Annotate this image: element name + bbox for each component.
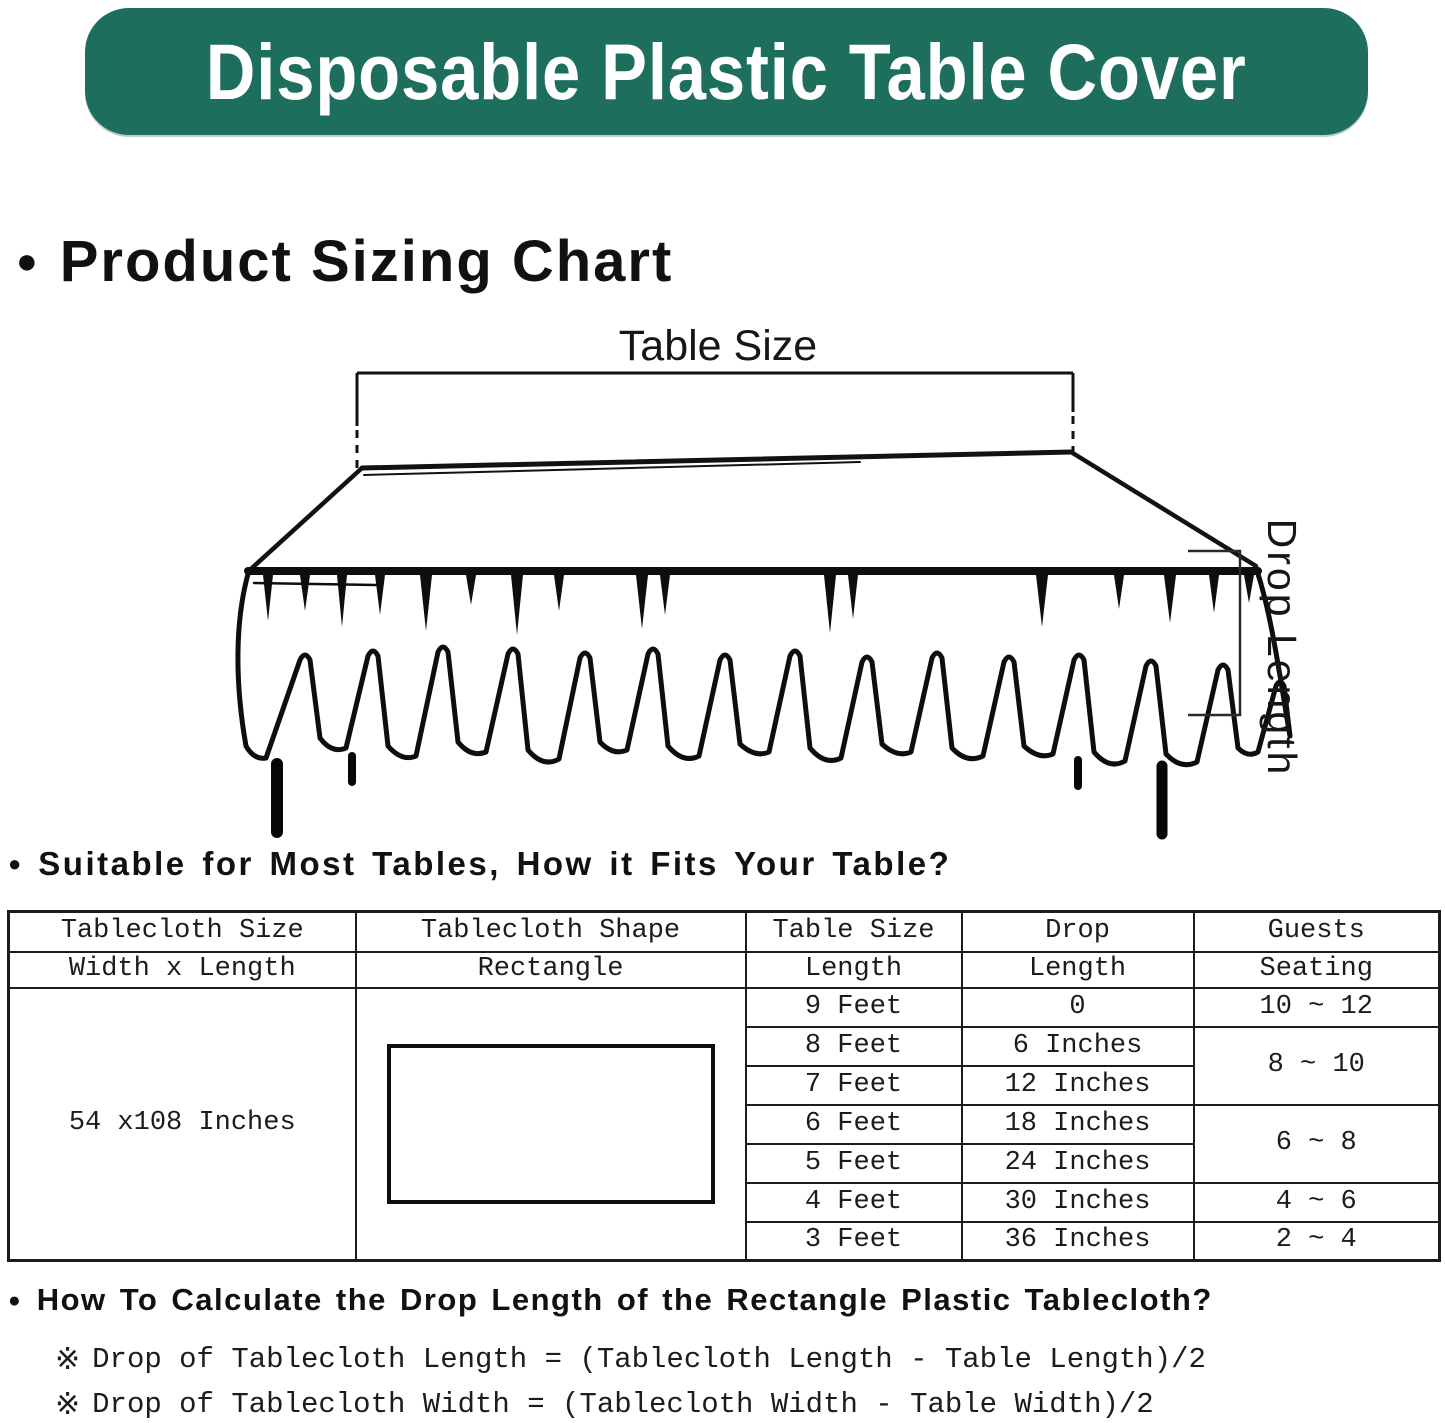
tablecloth-size-cell: 54 x108 Inches bbox=[9, 988, 356, 1261]
bullet-icon: ● bbox=[8, 851, 22, 876]
bullet-icon: ● bbox=[8, 1288, 21, 1312]
drop-cell: 18 Inches bbox=[962, 1105, 1194, 1144]
table-cover-diagram bbox=[0, 318, 1445, 840]
table-size-label: Table Size bbox=[618, 322, 818, 370]
header-drop-length: Length bbox=[962, 952, 1194, 988]
table-header-row-2 bbox=[9, 952, 1440, 988]
sizing-chart-title: Product Sizing Chart bbox=[59, 228, 674, 294]
header-rectangle: Rectangle bbox=[356, 952, 746, 988]
table-legs bbox=[277, 756, 1162, 834]
rectangle-shape-icon bbox=[387, 1044, 715, 1204]
table-size-cell: 8 Feet bbox=[746, 1027, 962, 1066]
table-size-cell: 9 Feet bbox=[746, 988, 962, 1027]
calculate-title: How To Calculate the Drop Length of the Rectangle Plastic Tablecloth? bbox=[36, 1282, 1213, 1317]
header-drop: Drop bbox=[962, 912, 1194, 952]
drop-cell: 30 Inches bbox=[962, 1183, 1194, 1222]
table-size-cell: 4 Feet bbox=[746, 1183, 962, 1222]
header-width-x-length: Width x Length bbox=[9, 952, 356, 988]
table-row bbox=[9, 988, 1440, 1027]
formula-text: Drop of Tablecloth Length = (Tablecloth Length - Table Length)/2 bbox=[92, 1342, 1206, 1376]
sizing-table bbox=[7, 910, 1441, 1262]
drop-length-formula bbox=[55, 1337, 1206, 1381]
table-size-cell: 6 Feet bbox=[746, 1105, 962, 1144]
section-heading-sizing-chart bbox=[16, 225, 673, 297]
table-header-row-1 bbox=[9, 912, 1440, 952]
bullet-icon: ● bbox=[16, 240, 38, 281]
drop-length-label: Drop Length bbox=[1259, 518, 1305, 778]
tablecloth-shape-cell bbox=[356, 988, 746, 1261]
section-heading-calculate bbox=[8, 1278, 1213, 1322]
drop-cell: 24 Inches bbox=[962, 1144, 1194, 1183]
pleat-notches bbox=[263, 575, 1254, 635]
guests-cell: 10 ~ 12 bbox=[1194, 988, 1440, 1027]
guests-cell: 8 ~ 10 bbox=[1194, 1027, 1440, 1105]
header-tablecloth-size: Tablecloth Size bbox=[9, 912, 356, 952]
header-table-size: Table Size bbox=[746, 912, 962, 952]
reference-mark-icon: ※ bbox=[55, 1386, 81, 1422]
drop-cell: 6 Inches bbox=[962, 1027, 1194, 1066]
header-tablecloth-shape: Tablecloth Shape bbox=[356, 912, 746, 952]
section-heading-fit bbox=[8, 841, 951, 887]
banner-title: Disposable Plastic Table Cover bbox=[206, 26, 1247, 116]
reference-mark-icon: ※ bbox=[55, 1341, 81, 1377]
formula-text: Drop of Tablecloth Width = (Tablecloth Width - Table Width)/2 bbox=[92, 1387, 1154, 1421]
title-banner bbox=[85, 8, 1368, 135]
header-guests: Guests bbox=[1194, 912, 1440, 952]
header-seating: Seating bbox=[1194, 952, 1440, 988]
table-size-cell: 5 Feet bbox=[746, 1144, 962, 1183]
header-table-length: Length bbox=[746, 952, 962, 988]
table-size-cell: 3 Feet bbox=[746, 1222, 962, 1261]
drop-width-formula bbox=[55, 1382, 1154, 1423]
table-size-cell: 7 Feet bbox=[746, 1066, 962, 1105]
guests-cell: 4 ~ 6 bbox=[1194, 1183, 1440, 1222]
drop-cell: 36 Inches bbox=[962, 1222, 1194, 1261]
table-top-outline bbox=[252, 452, 1256, 568]
fit-title: Suitable for Most Tables, How it Fits Your Table? bbox=[38, 845, 952, 882]
tablecloth-outline bbox=[238, 571, 1290, 765]
drop-cell: 12 Inches bbox=[962, 1066, 1194, 1105]
guests-cell: 6 ~ 8 bbox=[1194, 1105, 1440, 1183]
guests-cell: 2 ~ 4 bbox=[1194, 1222, 1440, 1261]
drop-cell: 0 bbox=[962, 988, 1194, 1027]
